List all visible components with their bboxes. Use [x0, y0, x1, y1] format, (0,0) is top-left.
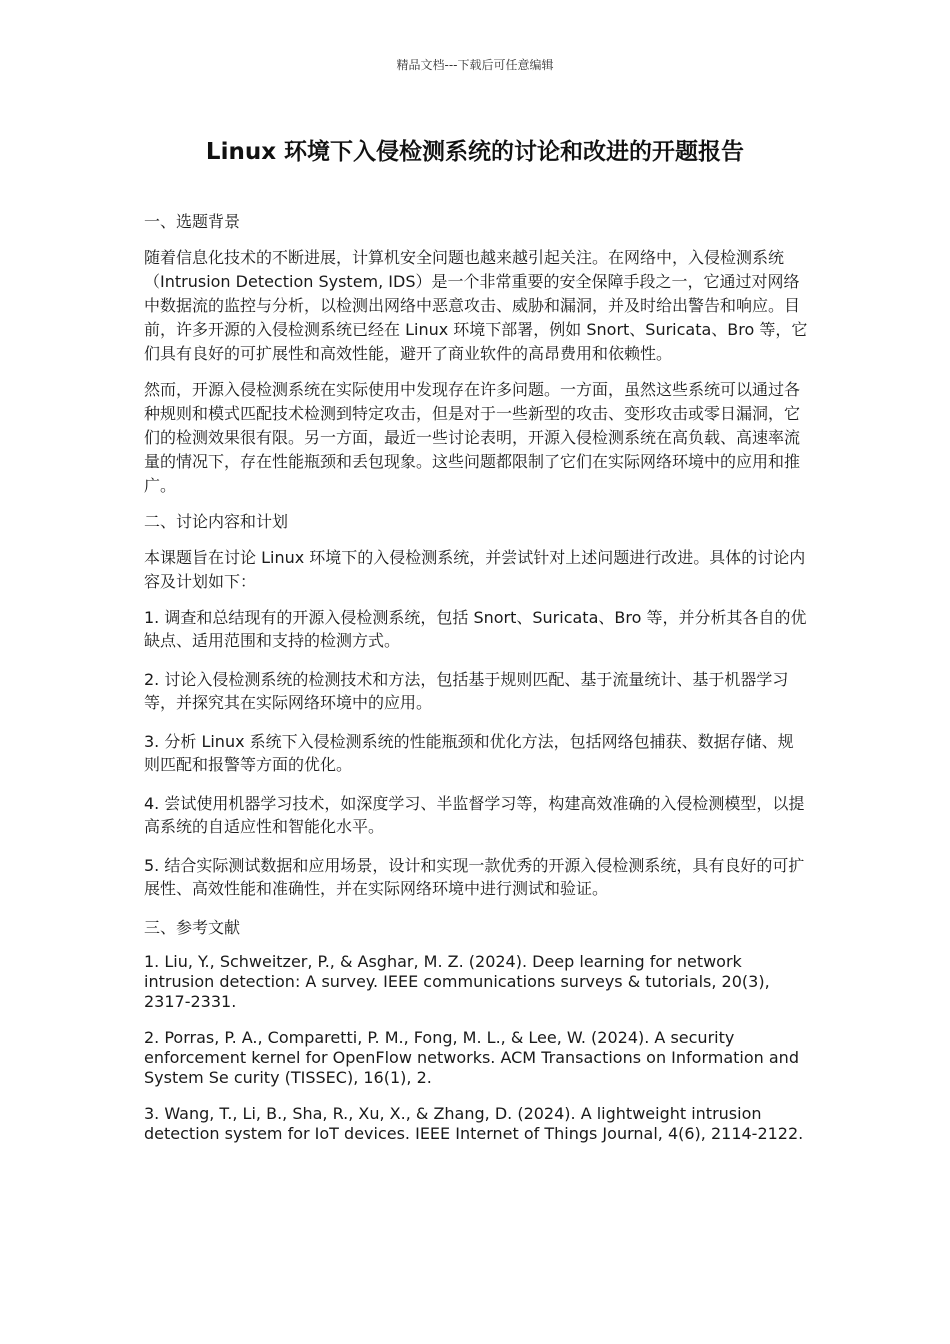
document-title: Linux 环境下入侵检测系统的讨论和改进的开题报告: [205, 139, 745, 165]
section-background: [144, 210, 808, 498]
reference-item: 2. Porras, P. A., Comparetti, P. M., Fong, M. L., & Lee, W. (2024). A security enforcement kernel for OpenFlow networks. ACM Transactions on Information and System Se curity (TISSEC), 16(1), 2.: [144, 1028, 799, 1087]
section-research-plan: [144, 510, 808, 900]
section-heading: 三、参考文献: [144, 918, 241, 937]
plan-list-item: 2. 讨论入侵检测系统的检测技术和方法，包括基于规则匹配、基于流量统计、基于机器学习等，并探究其在实际网络环境中的应用。: [144, 670, 789, 712]
reference-item: 1. Liu, Y., Schweitzer, P., & Asghar, M. Z. (2024). Deep learning for network intrusion detection: A survey. IEEE communications surveys & tutorials, 20(3), 2317-2331.: [144, 952, 770, 1011]
body-paragraph: 然而，开源入侵检测系统在实际使用中发现存在许多问题。一方面，虽然这些系统可以通过各种规则和模式匹配技术检测到特定攻击，但是对于一些新型的攻击、变形攻击或零日漏洞，它们的检测效果很有限。另一方面，最近一些讨论表明，开源入侵检测系统在高负载、高速率流量的情况下，存在性能瓶颈和丢包现象。这些问题都限制了它们在实际网络环境中的应用和推广。: [144, 380, 801, 495]
plan-list-item: 3. 分析 Linux 系统下入侵检测系统的性能瓶颈和优化方法，包括网络包捕获、数据存储、规则匹配和报警等方面的优化。: [144, 732, 794, 774]
section-references: [144, 916, 808, 1144]
plan-list-item: 5. 结合实际测试数据和应用场景，设计和实现一款优秀的开源入侵检测系统，具有良好的可扩展性、高效性能和准确性，并在实际网络环境中进行测试和验证。: [144, 856, 805, 898]
plan-list-item: 1. 调查和总结现有的开源入侵检测系统，包括 Snort、Suricata、Bro 等，并分析其各自的优缺点、适用范围和支持的检测方式。: [144, 608, 807, 650]
page-header-note: 精品文档---下载后可任意编辑: [396, 58, 554, 72]
section-heading: 二、讨论内容和计划: [144, 512, 289, 531]
reference-item: 3. Wang, T., Li, B., Sha, R., Xu, X., & Zhang, D. (2024). A lightweight intrusion detection system for IoT devices. IEEE Internet of Things Journal, 4(6), 2114-2122.: [144, 1104, 804, 1143]
plan-list-item: 4. 尝试使用机器学习技术，如深度学习、半监督学习等，构建高效准确的入侵检测模型，以提高系统的自适应性和智能化水平。: [144, 794, 805, 836]
body-paragraph: 随着信息化技术的不断进展，计算机安全问题也越来越引起关注。在网络中，入侵检测系统（Intrusion Detection System, IDS）是一个非常重要的安全保障手段之一，它通过对网络中数据流的监控与分析，以检测出网络中恶意攻击、威胁和漏洞，并及时给出警告和响应。目前，许多开源的入侵检测系统已经在 Linux 环境下部署，例如 Snort、Suricata、Bro 等，它们具有良好的可扩展性和高效性能，避开了商业软件的高昂费用和依赖性。: [144, 248, 808, 363]
section-intro: 本课题旨在讨论 Linux 环境下的入侵检测系统，并尝试针对上述问题进行改进。具体的讨论内容及计划如下：: [144, 548, 806, 591]
document-body: [144, 210, 808, 1160]
section-heading: 一、选题背景: [144, 212, 241, 231]
